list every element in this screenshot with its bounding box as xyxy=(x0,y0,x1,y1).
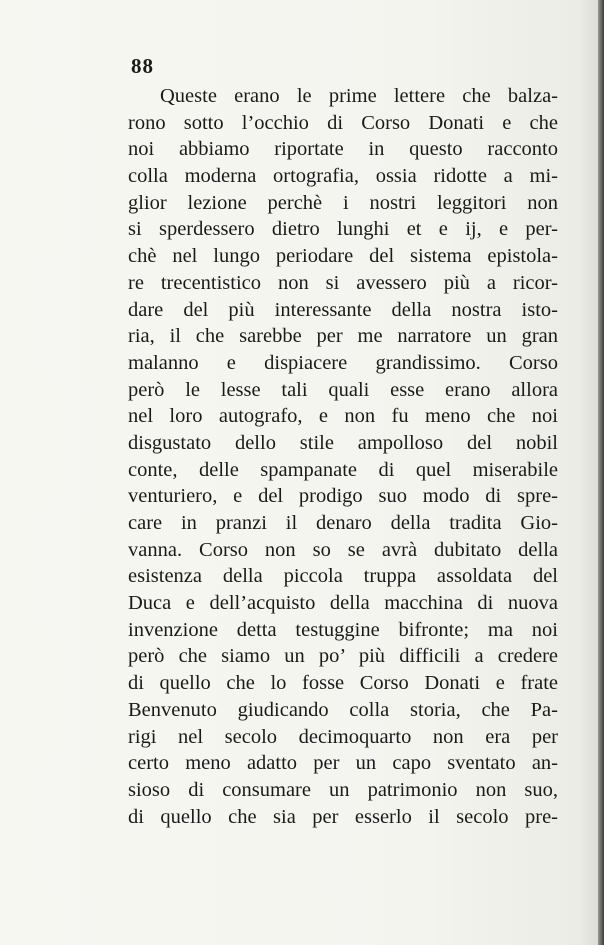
body-text xyxy=(128,83,558,830)
text-line: si sperdessero dietro lunghi et e ij, e per- xyxy=(128,218,558,241)
text-line: vanna. Corso non so se avrà dubitato della xyxy=(128,538,558,561)
text-line: Duca e dell’acquisto della macchina di nuova xyxy=(128,592,558,615)
text-line: nel loro autografo, e non fu meno che noi xyxy=(128,405,558,428)
text-line: care in pranzi il denaro della tradita Gio- xyxy=(128,512,558,534)
text-line: invenzione detta testuggine bifronte; ma noi xyxy=(128,618,558,641)
text-line: malanno e dispiacere grandissimo. Corso xyxy=(128,351,558,374)
text-line: certo meno adatto per un capo sventato an- xyxy=(128,752,558,775)
text-line: di quello che sia per esserlo il secolo pre- xyxy=(128,805,558,828)
text-line: sioso di consumare un patrimonio non suo, xyxy=(128,778,558,801)
text-line: venturiero, e del prodigo suo modo di spre- xyxy=(128,485,558,508)
text-line: esistenza della piccola truppa assoldata del xyxy=(128,565,558,588)
text-line: disgustato dello stile ampolloso del nobil xyxy=(128,431,558,454)
text-line: rigi nel secolo decimoquarto non era per xyxy=(128,725,558,748)
text-line: di quello che lo fosse Corso Donati e frate xyxy=(128,672,558,695)
text-line: rono sotto l’occhio di Corso Donati e che xyxy=(128,111,558,134)
text-line: dare del più interessante della nostra isto- xyxy=(128,298,558,321)
text-line: ria, il che sarebbe per me narratore un gran xyxy=(128,325,558,348)
text-line: però le lesse tali quali esse erano allora xyxy=(128,378,558,401)
text-line: glior lezione perchè i nostri leggitori non xyxy=(128,191,558,214)
text-line: chè nel lungo periodare del sistema epistola- xyxy=(128,245,558,268)
text-line: conte, delle spampanate di quel miserabile xyxy=(128,458,558,481)
text-line: però che siamo un po’ più difficili a credere xyxy=(128,645,558,668)
page-number: 88 xyxy=(131,54,154,78)
text-line: colla moderna ortografia, ossia ridotte a mi- xyxy=(128,165,558,188)
page-edge-shadow xyxy=(598,0,604,945)
text-line: Queste erano le prime lettere che balza- xyxy=(160,85,558,107)
text-line: Benvenuto giudicando colla storia, che Pa- xyxy=(128,698,558,721)
text-line: re trecentistico non si avessero più a ricor- xyxy=(128,271,558,294)
text-line: noi abbiamo riportate in questo racconto xyxy=(128,138,558,161)
